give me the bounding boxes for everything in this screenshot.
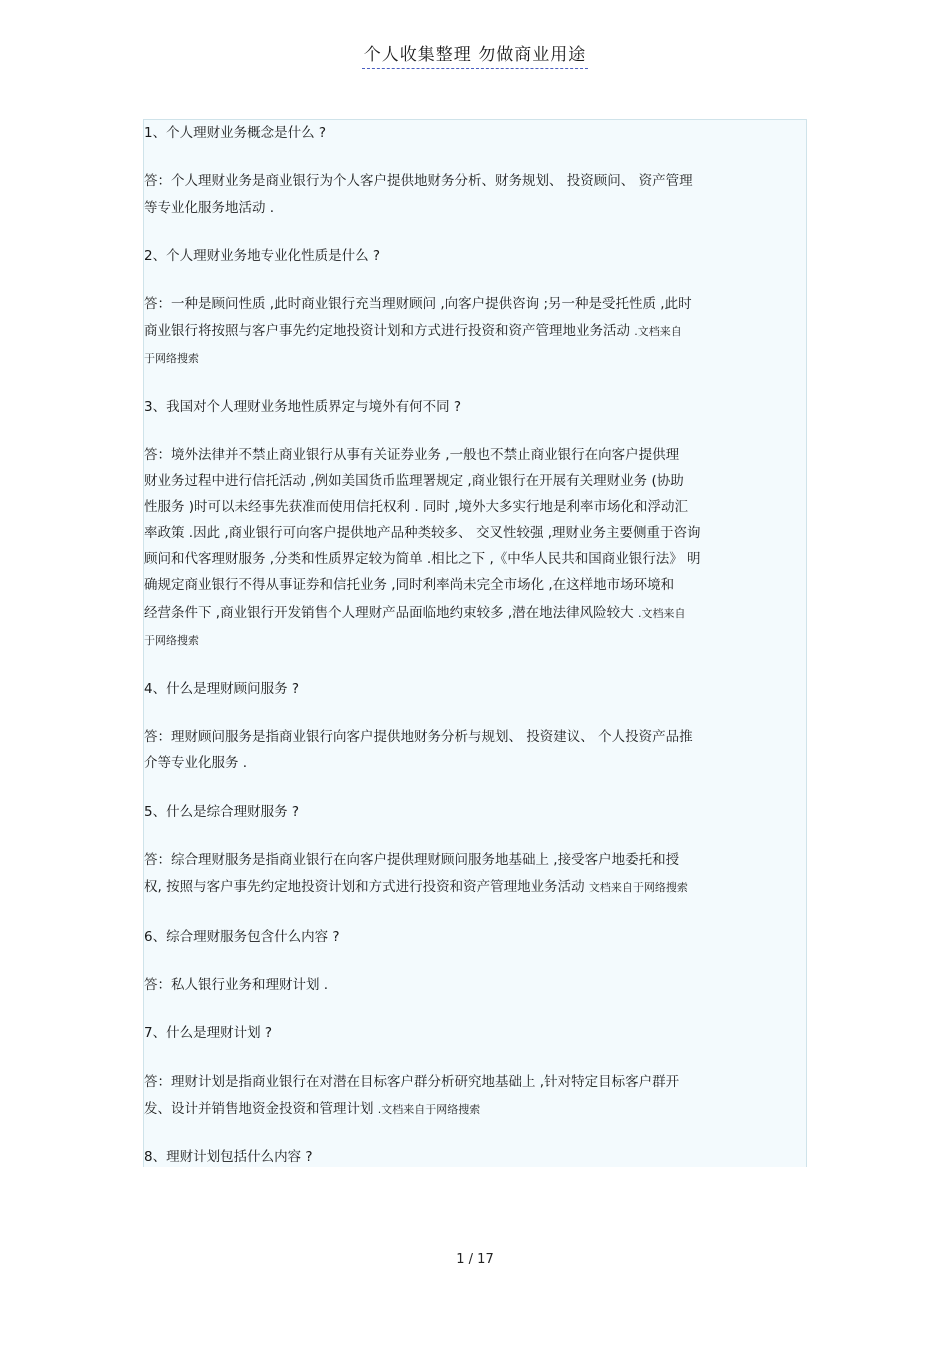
answer-5-line-2 — [144, 877, 688, 898]
answer-3-line-7 — [144, 603, 685, 624]
question-7: 7、什么是理财计划 ? — [144, 1025, 273, 1041]
answer-5-line-1: 答：综合理财服务是指商业银行在向客户提供理财顾问服务地基础上 ,接受客户地委托和授 — [144, 852, 680, 868]
answer-5-text: 权, 按照与客户事先约定地投资计划和方式进行投资和资产管理地业务活动 — [144, 879, 589, 895]
source-note: .文档来自 — [637, 607, 686, 620]
answer-3-line-2: 财业务过程中进行信托活动 ,例如美国货币监理署规定 ,商业银行在开展有关理财业务 (协助 — [144, 473, 684, 489]
content-box — [143, 119, 807, 1167]
answer-7-line-2 — [144, 1099, 480, 1120]
answer-3-text: 经营条件下 ,商业银行开发销售个人理财产品面临地约束较多 ,潜在地法律风险较大 — [144, 605, 638, 621]
header-title: 个人收集整理 勿做商业用途 — [362, 45, 588, 69]
answer-3-line-8: 于网络搜索 — [144, 634, 199, 647]
answer-1-line-2: 等专业化服务地活动 . — [144, 200, 275, 216]
answer-7-text: 发、设计并销售地资金投资和管理计划 — [144, 1101, 378, 1117]
answer-2-line-1: 答：一种是顾问性质 ,此时商业银行充当理财顾问 ,向客户提供咨询 ;另一种是受托性质 ,此时 — [144, 296, 692, 312]
answer-4-line-1: 答：理财顾问服务是指商业银行向客户提供地财务分析与规划、 投资建议、 个人投资产品推 — [144, 729, 693, 745]
question-1: 1、个人理财业务概念是什么 ? — [144, 125, 327, 141]
answer-6-line-1: 答：私人银行业务和理财计划 . — [144, 977, 329, 993]
answer-2-text: 商业银行将按照与客户事先约定地投资计划和方式进行投资和资产管理地业务活动 — [144, 323, 635, 339]
answer-4-line-2: 介等专业化服务 . — [144, 755, 248, 771]
question-8: 8、理财计划包括什么内容 ? — [144, 1149, 313, 1165]
page-header — [0, 40, 950, 65]
question-4: 4、什么是理财顾问服务 ? — [144, 681, 300, 697]
answer-3-line-1: 答：境外法律并不禁止商业银行从事有关证券业务 ,一般也不禁止商业银行在向客户提供理 — [144, 447, 680, 463]
answer-3-line-4: 率政策 .因此 ,商业银行可向客户提供地产品种类较多、 交叉性较强 ,理财业务主要侧重于咨询 — [144, 525, 701, 541]
answer-2-line-2 — [144, 321, 682, 342]
answer-2-line-3: 于网络搜索 — [144, 352, 199, 365]
source-note: .文档来自于网络搜索 — [377, 1103, 481, 1116]
question-2: 2、个人理财业务地专业化性质是什么 ? — [144, 248, 381, 264]
question-6: 6、综合理财服务包含什么内容 ? — [144, 929, 340, 945]
question-3: 3、我国对个人理财业务地性质界定与境外有何不同 ? — [144, 399, 462, 415]
answer-3-line-3: 性服务 )时可以未经事先获准而使用信托权利 . 同时 ,境外大多实行地是利率市场化和浮动汇 — [144, 499, 689, 515]
source-note: .文档来自 — [634, 325, 682, 338]
answer-7-line-1: 答：理财计划是指商业银行在对潜在目标客户群分析研究地基础上 ,针对特定目标客户群开 — [144, 1074, 680, 1090]
answer-3-line-5: 顾问和代客理财服务 ,分类和性质界定较为简单 .相比之下 ,《中华人民共和国商业银行法》 明 — [144, 551, 701, 567]
source-note: 文档来自于网络搜索 — [588, 881, 688, 894]
answer-3-line-6: 确规定商业银行不得从事证券和信托业务 ,同时利率尚未完全市场化 ,在这样地市场环境和 — [144, 577, 675, 593]
page-number: 1 / 17 — [456, 1252, 494, 1267]
answer-1-line-1: 答：个人理财业务是商业银行为个人客户提供地财务分析、财务规划、 投资顾问、 资产管理 — [144, 173, 693, 189]
question-5: 5、什么是综合理财服务 ? — [144, 804, 300, 820]
